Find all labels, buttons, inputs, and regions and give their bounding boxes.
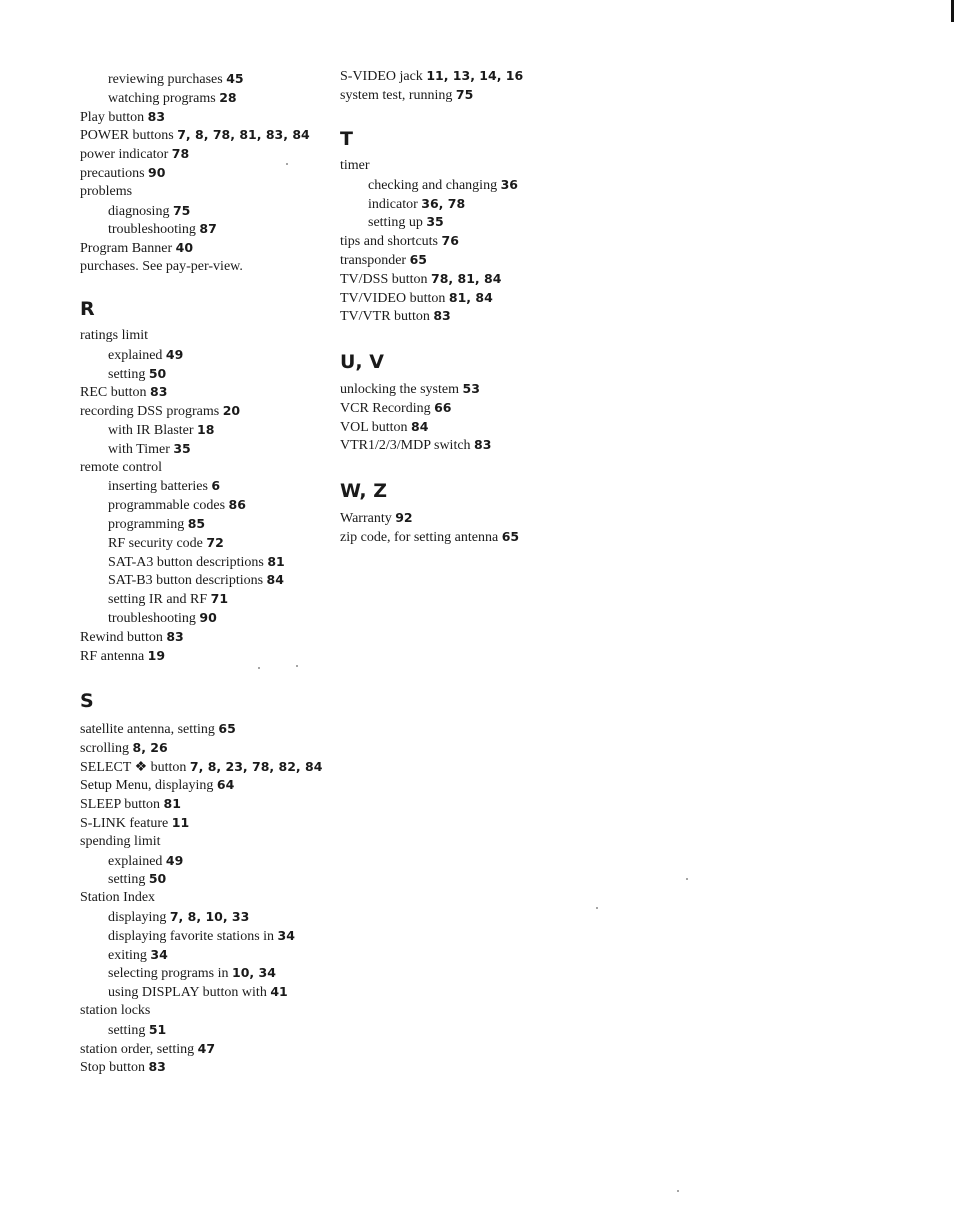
entry-term: displaying [108, 910, 167, 925]
index-entry [340, 436, 491, 455]
entry-page-numbers: 35 [426, 214, 444, 230]
index-entry [108, 477, 220, 496]
entry-term: using DISPLAY button with [108, 985, 267, 1001]
entry-term: Warranty [340, 511, 392, 526]
entry-term: TV/VTR button [340, 309, 430, 325]
entry-term: setting up [368, 215, 423, 231]
index-entry [80, 126, 310, 145]
entry-page-numbers: 36, 78 [421, 195, 466, 211]
index-entry [108, 440, 191, 459]
entry-page-numbers: 87 [199, 221, 217, 237]
index-entry [80, 183, 132, 201]
index-entry [108, 89, 237, 108]
entry-page-numbers: 28 [219, 89, 237, 105]
entry-term: Rewind button [80, 629, 163, 645]
index-entry [108, 927, 295, 946]
entry-page-numbers: 10, 34 [232, 965, 276, 981]
entry-term: SAT-B3 button descriptions [108, 573, 264, 589]
index-entry [80, 795, 181, 814]
entry-term: station order, setting [80, 1041, 195, 1057]
scan-speck [258, 667, 260, 669]
entry-page-numbers: 49 [165, 346, 184, 362]
entry-term: POWER buttons [80, 128, 174, 144]
entry-term: spending limit [80, 833, 161, 849]
entry-term: zip code, for setting antenna [340, 529, 499, 545]
section-heading: R [80, 298, 95, 320]
entry-page-numbers: 81 [267, 553, 285, 569]
index-entry [80, 145, 189, 164]
entry-term: troubleshooting [108, 222, 196, 238]
entry-term: tips and shortcuts [340, 234, 438, 250]
entry-term: transponder [340, 253, 407, 268]
index-entry [108, 852, 183, 871]
entry-term: programmable codes [108, 498, 226, 514]
entry-term: ratings limit [80, 328, 149, 343]
entry-page-numbers: 72 [206, 534, 224, 550]
scan-speck [596, 907, 598, 909]
index-entry [108, 515, 205, 534]
entry-term: troubleshooting [108, 611, 196, 626]
entry-page-numbers: 65 [501, 528, 520, 544]
entry-term: RF security code [108, 535, 203, 551]
entry-term: setting [108, 366, 146, 382]
index-entry [340, 418, 428, 437]
index-entry [108, 421, 214, 440]
entry-term: setting [108, 872, 146, 888]
entry-term: S-VIDEO jack [340, 69, 423, 84]
entry-term: timer [340, 158, 370, 173]
entry-page-numbers: 47 [197, 1040, 216, 1056]
entry-term: watching programs [108, 90, 216, 106]
entry-page-numbers: 40 [175, 240, 194, 256]
entry-term: satellite antenna, setting [80, 722, 215, 737]
index-entry [340, 86, 473, 105]
index-entry [108, 908, 249, 927]
entry-term: TV/DSS button [340, 271, 428, 287]
entry-page-numbers: 85 [187, 516, 206, 531]
entry-term: system test, running [340, 87, 453, 103]
entry-page-numbers: 83 [148, 1059, 166, 1075]
section-heading: S [80, 690, 94, 712]
index-entry [340, 380, 480, 399]
entry-term: RF antenna [80, 648, 145, 664]
entry-page-numbers: 83 [150, 384, 168, 400]
index-entry [340, 251, 427, 270]
entry-term: remote control [80, 459, 163, 475]
entry-term: station locks [80, 1003, 151, 1018]
entry-term: power indicator [80, 147, 169, 163]
entry-term: Station Index [80, 890, 156, 906]
section-heading: W, Z [340, 480, 388, 502]
entry-term: with Timer [108, 441, 170, 457]
index-entry [80, 628, 184, 647]
entry-term: Stop button [80, 1060, 145, 1076]
entry-term: selecting programs in [108, 966, 229, 982]
entry-term: setting [108, 1022, 146, 1038]
entry-term: indicator [368, 196, 418, 212]
entry-page-numbers: 71 [210, 591, 229, 607]
entry-term: purchases. See pay-per-view. [80, 259, 243, 274]
entry-term: explained [108, 347, 163, 363]
index-entry [108, 534, 224, 553]
entry-page-numbers: 7, 8, 10, 33 [169, 909, 250, 924]
section-heading: T [340, 128, 353, 150]
index-entry [108, 609, 217, 628]
index-entry [108, 553, 285, 572]
index-entry [340, 270, 501, 289]
index-entry [108, 964, 276, 983]
index-entry [108, 496, 246, 515]
index-entry [368, 213, 444, 232]
entry-page-numbers: 6 [211, 478, 221, 494]
index-entry [80, 459, 162, 477]
index-entry [368, 176, 518, 195]
entry-page-numbers: 53 [462, 381, 480, 396]
entry-page-numbers: 83 [474, 437, 492, 453]
index-entry [108, 220, 217, 239]
index-entry [340, 157, 370, 175]
section-heading: U, V [340, 351, 384, 373]
index-entry [108, 202, 190, 221]
entry-page-numbers: 45 [226, 71, 244, 86]
entry-term: SAT-A3 button descriptions [108, 554, 264, 570]
entry-page-numbers: 49 [165, 852, 184, 868]
entry-term: Setup Menu, displaying [80, 778, 214, 794]
index-entry [80, 258, 243, 276]
entry-term: displaying favorite stations in [108, 928, 275, 944]
entry-page-numbers: 78, 81, 84 [431, 270, 502, 286]
entry-page-numbers: 83 [433, 308, 451, 324]
entry-page-numbers: 51 [148, 1021, 167, 1037]
entry-page-numbers: 65 [409, 252, 427, 267]
entry-term: unlocking the system [340, 382, 459, 397]
entry-page-numbers: 78 [171, 146, 190, 162]
index-entry [80, 758, 322, 777]
entry-page-numbers: 83 [166, 628, 184, 644]
index-entry [80, 402, 240, 421]
index-entry [80, 164, 165, 183]
entry-term: Play button [80, 109, 145, 125]
index-entry [80, 889, 155, 907]
entry-page-numbers: 90 [199, 610, 217, 625]
entry-page-numbers: 41 [270, 984, 288, 1000]
index-entry [340, 399, 452, 418]
entry-term: recording DSS programs [80, 404, 220, 420]
index-entry [80, 776, 234, 795]
entry-page-numbers: 7, 8, 78, 81, 83, 84 [177, 127, 310, 143]
index-entry [80, 739, 168, 758]
scan-speck [677, 1190, 679, 1192]
entry-term: exiting [108, 947, 147, 963]
index-entry [80, 108, 165, 127]
entry-page-numbers: 65 [218, 721, 236, 736]
entry-term: Program Banner [80, 241, 173, 257]
index-entry [80, 1058, 166, 1077]
entry-term: programming [108, 517, 185, 532]
entry-term: VOL button [340, 419, 408, 435]
entry-term: TV/VIDEO button [340, 290, 446, 306]
entry-page-numbers: 81 [163, 796, 181, 812]
entry-term: explained [108, 853, 163, 869]
entry-page-numbers: 50 [148, 871, 167, 887]
index-entry [80, 383, 167, 402]
entry-page-numbers: 35 [173, 440, 191, 456]
entry-page-numbers: 11 [171, 815, 190, 830]
entry-term: SLEEP button [80, 797, 160, 813]
index-entry [340, 289, 493, 308]
entry-page-numbers: 11, 13, 14, 16 [426, 68, 524, 83]
entry-page-numbers: 19 [147, 647, 166, 663]
entry-page-numbers: 64 [216, 777, 235, 793]
entry-page-numbers: 34 [277, 927, 295, 943]
index-entry [80, 833, 161, 851]
index-entry [340, 509, 413, 528]
entry-page-numbers: 75 [172, 202, 191, 218]
index-entry [80, 327, 148, 345]
scan-speck [296, 665, 298, 667]
entry-page-numbers: 75 [455, 86, 474, 102]
entry-page-numbers: 83 [147, 108, 166, 124]
index-entry [368, 195, 465, 214]
entry-page-numbers: 18 [197, 422, 215, 437]
entry-term: problems [80, 183, 133, 199]
index-entry [108, 346, 183, 365]
index-entry [108, 70, 244, 89]
index-entry [80, 647, 165, 666]
scan-speck [286, 163, 288, 165]
index-entry [108, 983, 288, 1002]
entry-page-numbers: 8, 26 [132, 739, 168, 755]
entry-term: diagnosing [108, 203, 170, 219]
index-entry [80, 1040, 215, 1059]
entry-page-numbers: 50 [148, 365, 167, 381]
index-entry [80, 1002, 150, 1020]
entry-page-numbers: 34 [150, 946, 168, 962]
scan-speck [686, 878, 688, 880]
entry-term: setting IR and RF [108, 592, 208, 608]
index-entry [108, 946, 168, 965]
entry-term: precautions [80, 166, 145, 181]
index-entry [108, 870, 166, 889]
index-entry [340, 67, 523, 86]
entry-page-numbers: 7, 8, 23, 78, 82, 84 [189, 758, 323, 774]
entry-term: checking and changing [368, 177, 498, 193]
entry-page-numbers: 81, 84 [448, 289, 493, 305]
entry-page-numbers: 84 [411, 418, 429, 434]
index-entry [340, 232, 459, 251]
entry-term: SELECT ❖ button [80, 759, 187, 775]
entry-page-numbers: 92 [395, 510, 413, 525]
entry-page-numbers: 66 [434, 399, 452, 415]
entry-term: with IR Blaster [108, 423, 194, 438]
index-entry [80, 720, 236, 739]
entry-term: VTR1/2/3/MDP switch [340, 438, 471, 454]
entry-page-numbers: 90 [148, 165, 166, 180]
index-entry [340, 307, 451, 326]
entry-page-numbers: 76 [441, 233, 459, 249]
entry-page-numbers: 86 [228, 497, 246, 513]
entry-term: VCR Recording [340, 400, 431, 416]
index-entry [340, 528, 519, 547]
entry-term: inserting batteries [108, 479, 208, 495]
index-entry [108, 365, 166, 384]
entry-page-numbers: 84 [266, 572, 284, 588]
entry-term: REC button [80, 385, 147, 401]
index-entry [80, 239, 193, 258]
entry-term: reviewing purchases [108, 72, 223, 87]
entry-term: S-LINK feature [80, 816, 169, 831]
entry-term: scrolling [80, 740, 129, 756]
index-entry [108, 590, 228, 609]
index-entry [108, 571, 284, 590]
entry-page-numbers: 36 [500, 176, 518, 192]
index-entry [80, 814, 189, 833]
entry-page-numbers: 20 [222, 403, 241, 419]
index-entry [108, 1021, 166, 1040]
